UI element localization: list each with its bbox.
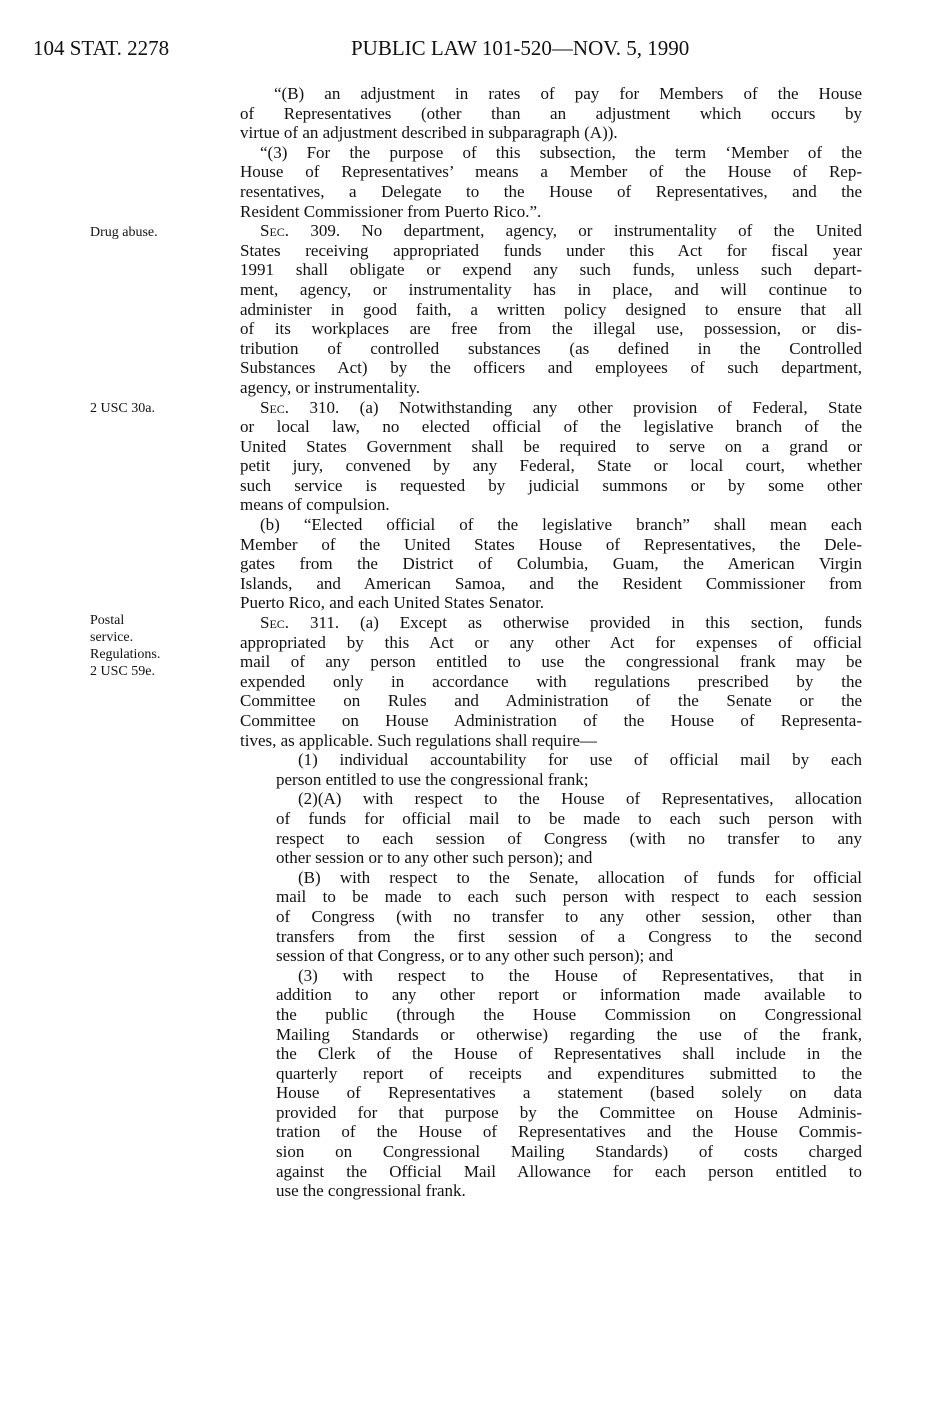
text-line: sion on Congressional Mailing Standards) of costs charged [276, 1142, 862, 1162]
text-line: addition to any other report or information made available to [276, 985, 862, 1005]
item-1 [240, 750, 862, 789]
text-line: (b) “Elected official of the legislative branch” shall mean each [260, 515, 862, 535]
text-line: Mailing Standards or otherwise) regarding the use of the frank, [276, 1024, 862, 1044]
text-line: means of compulsion. [240, 495, 390, 515]
text-line: “(3) For the purpose of this subsection, the term ‘Member of the [260, 142, 862, 162]
text-line: “(B) an adjustment in rates of pay for Members of the House [274, 84, 862, 103]
text-line: provided for that purpose by the Committee on House Adminis- [276, 1102, 862, 1122]
text-line: the public (through the House Commission on Congressional [276, 1004, 862, 1024]
text-line: House of Representatives’ means a Member of the House of Rep- [240, 162, 862, 182]
text-line: Substances Act) by the officers and employees of such department, [240, 358, 862, 378]
stat-page-number: 104 STAT. 2278 [33, 36, 170, 60]
text-line: transfers from the first session of a Congress to the second [276, 926, 862, 946]
text-line: tribution of controlled substances (as defined in the Controlled [240, 338, 862, 358]
text-line: (3) with respect to the House of Representatives, that in [298, 965, 862, 985]
text-line: of Congress (with no transfer to any other session, other than [276, 906, 862, 926]
item-3 [240, 966, 862, 1201]
text-line: Resident Commissioner from Puerto Rico.”. [240, 201, 542, 221]
margin-note-line: Postal [90, 613, 125, 628]
margin-note-2-usc-30a: 2 USC 30a. [90, 401, 155, 416]
public-law-title: PUBLIC LAW 101-520—NOV. 5, 1990 [351, 36, 690, 60]
text-line: against the Official Mail Allowance for each person entitled to [276, 1161, 862, 1181]
section-310-first-line [240, 398, 862, 418]
item-2b [240, 868, 862, 966]
text-line: Islands, and American Samoa, and the Resident Commissioner from [240, 573, 862, 593]
margin-note-line: Regulations. [90, 647, 161, 662]
text-line: United States Government shall be required to serve on a grand or [240, 436, 862, 456]
text-line: resentatives, a Delegate to the House of Representatives, and the [240, 181, 862, 201]
text-line: or local law, no elected official of the legislative branch of the [240, 417, 862, 437]
text-line: gates from the District of Columbia, Guam, the American Virgin [240, 554, 862, 574]
text-line: mail to be made to each such person with respect to each session [276, 887, 862, 907]
text-line: . 309. No department, agency, or instrumentality of the United [284, 221, 862, 241]
text-line: quarterly report of receipts and expenditures submitted to the [276, 1063, 862, 1083]
paragraph-b-adjustment [240, 84, 862, 143]
section-310-b [240, 515, 862, 613]
section-label: Sec [260, 613, 285, 633]
text-line: mail of any person entitled to use the congressional frank may be [240, 652, 862, 672]
item-2a [240, 789, 862, 867]
text-line: 1991 shall obligate or expend any such funds, unless such depart- [240, 260, 862, 280]
text-line: session of that Congress, or to any other such person); and [276, 946, 674, 966]
text-line: person entitled to use the congressional frank; [276, 769, 589, 789]
text-line: tration of the House of Representatives and the House Commis- [276, 1122, 862, 1142]
page-header [33, 33, 913, 63]
text-line: Committee on House Administration of the House of Representa- [240, 711, 862, 730]
text-line: tives, as applicable. Such regulations shall require— [240, 730, 597, 750]
section-309-first-line [240, 221, 862, 241]
text-line: Member of the United States House of Representatives, the Dele- [240, 534, 862, 554]
text-line: use the congressional frank. [276, 1181, 466, 1201]
text-line: of funds for official mail to be made to each such person with [276, 808, 862, 828]
margin-note-line: 2 USC 59e. [90, 664, 155, 679]
text-line: (B) with respect to the Senate, allocation of funds for official [298, 867, 862, 887]
text-line: of its workplaces are free from the illegal use, possession, or dis- [240, 319, 862, 339]
text-line: administer in good faith, a written policy designed to ensure that all [240, 299, 862, 319]
margin-note-drug-abuse: Drug abuse. [90, 225, 158, 240]
text-line: virtue of an adjustment described in subparagraph (A)). [240, 123, 618, 143]
text-line: other session or to any other such person); and [276, 848, 593, 868]
text-line: of Representatives (other than an adjustment which occurs by [240, 103, 862, 123]
section-311-first-line [240, 613, 862, 633]
text-line: ment, agency, or instrumentality has in place, and will continue to [240, 279, 862, 299]
text-line: Committee on Rules and Administration of the Senate or the [240, 691, 862, 711]
text-line: (1) individual accountability for use of official mail by each [298, 750, 862, 770]
text-line: Puerto Rico, and each United States Senator. [240, 593, 545, 613]
text-line: . 310. (a) Notwithstanding any other provision of Federal, State [284, 397, 862, 417]
text-line: the Clerk of the House of Representatives shall include in the [276, 1044, 862, 1064]
text-line: House of Representatives a statement (based solely on data [276, 1083, 862, 1103]
margin-note-postal-service [90, 612, 230, 680]
text-line: . 311. (a) Except as otherwise provided in this section, funds [284, 613, 862, 633]
section-311-a [240, 613, 862, 750]
text-line: respect to each session of Congress (with no transfer to any [276, 828, 862, 848]
paragraph-3-definition [240, 143, 862, 221]
text-line: agency, or instrumentality. [240, 377, 421, 397]
section-309 [240, 221, 862, 397]
text-line: (2)(A) with respect to the House of Representatives, allocation [298, 789, 862, 809]
text-line: expended only in accordance with regulations prescribed by the [240, 671, 862, 691]
text-line: States receiving appropriated funds under this Act for fiscal year [240, 240, 862, 260]
statute-body [240, 84, 862, 1201]
text-line: petit jury, convened by any Federal, State or local court, whether [240, 456, 862, 476]
text-line: such service is requested by judicial summons or by some other [240, 475, 862, 495]
text-line: appropriated by this Act or any other Act for expenses of official [240, 632, 862, 652]
section-label: Sec [260, 397, 285, 417]
section-310-a [240, 398, 862, 516]
section-label: Sec [260, 221, 285, 241]
margin-note-line: service. [90, 630, 134, 645]
